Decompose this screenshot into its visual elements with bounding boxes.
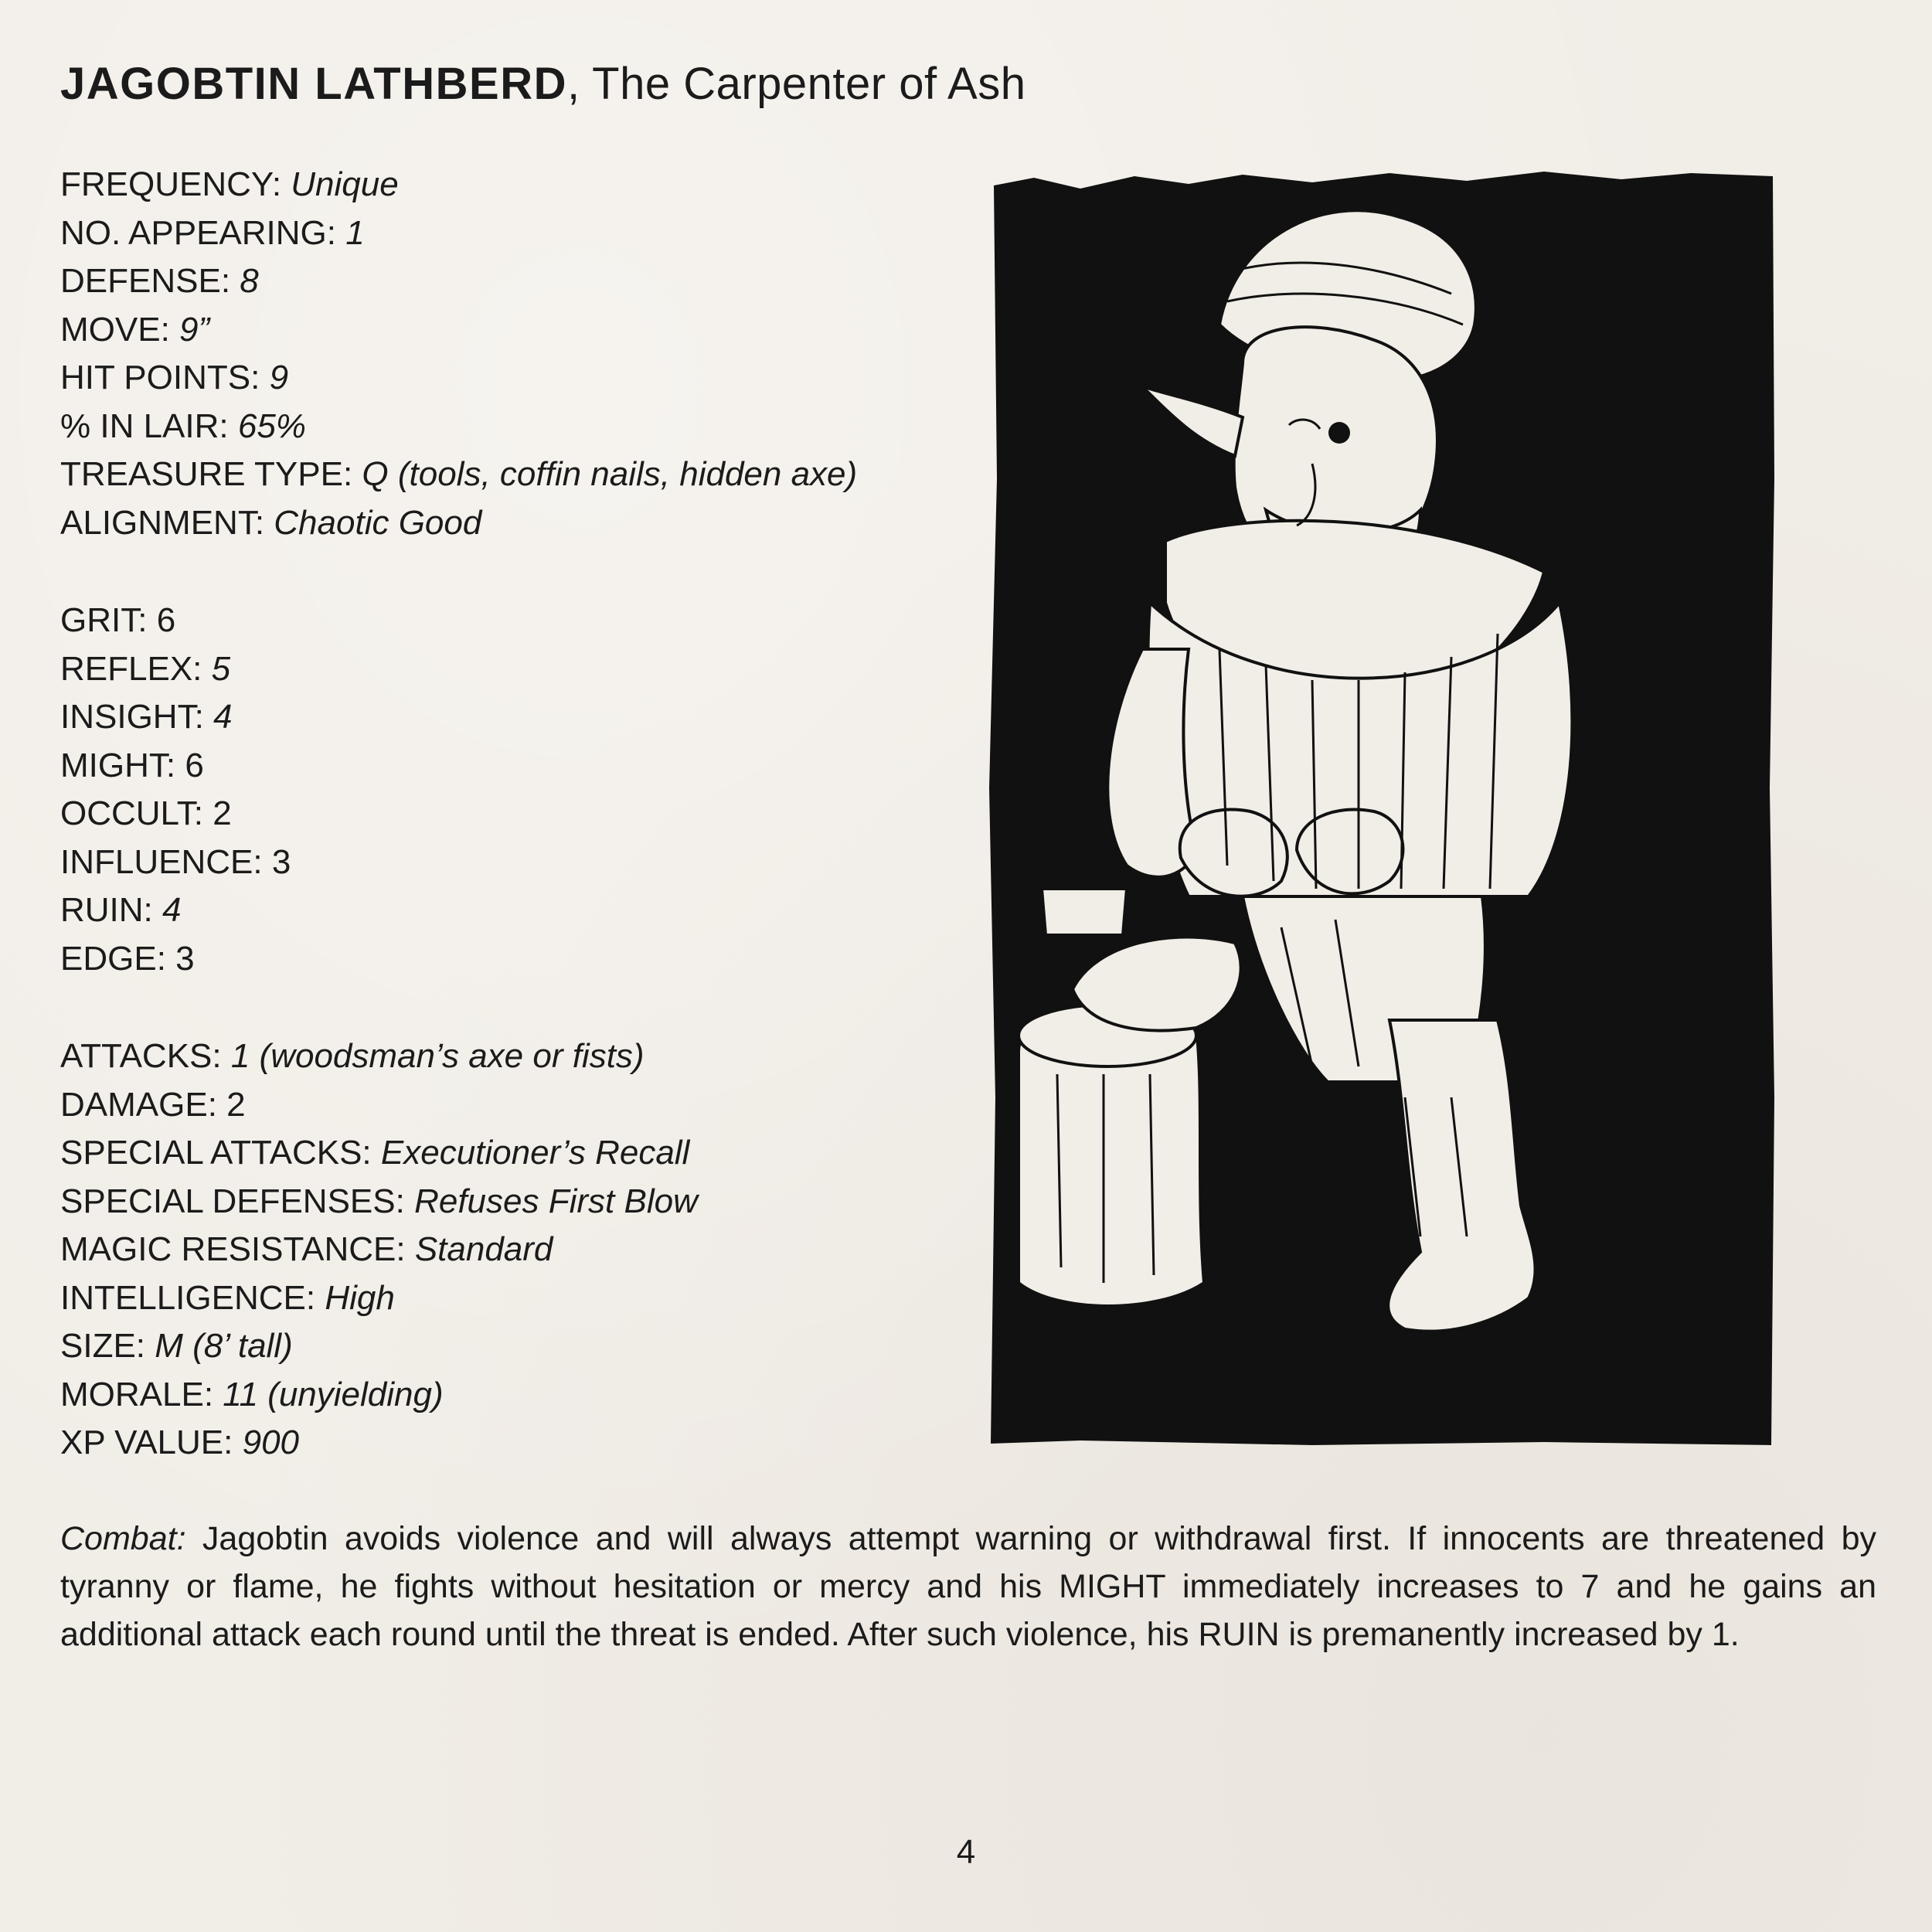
stat-alignment: ALIGNMENT: Chaotic Good <box>60 503 482 542</box>
stat-might: MIGHT: 6 <box>60 746 204 784</box>
stat-no-appearing: NO. APPEARING: 1 <box>60 213 365 252</box>
stat-size: SIZE: M (8’ tall) <box>60 1327 293 1365</box>
creature-illustration <box>988 170 1776 1447</box>
stat-treasure-type: TREASURE TYPE: Q (tools, coffin nails, hidden axe) <box>60 455 858 493</box>
creature-name: JAGOBTIN LATHBERD <box>60 59 567 109</box>
stat-hit-points: HIT POINTS: 9 <box>60 359 289 396</box>
eye-icon <box>1328 422 1350 444</box>
stat-insight: INSIGHT: 4 <box>60 698 233 736</box>
stat-xp-value: XP VALUE: 900 <box>60 1423 300 1461</box>
stat-intelligence: INTELLIGENCE: High <box>60 1278 395 1317</box>
stat-reflex: REFLEX: 5 <box>60 649 231 688</box>
stat-block-general <box>60 161 957 547</box>
stat-influence: INFLUENCE: 3 <box>60 842 291 881</box>
combat-text: Jagobtin avoids violence and will always attempt warning or withdrawal first. If innocents are threatened by tyranny or flame, he fights without hesitation or mercy and his MIGHT immediately increases to 7 and he gains an additional attack each round until the threat is ended. After such violence, his RUIN is premanently increased by 1. <box>60 1520 1876 1653</box>
stat-attacks: ATTACKS: 1 (woodsman’s axe or fists) <box>60 1037 645 1075</box>
stat-block-attributes <box>60 597 957 983</box>
stat-grit: GRIT: 6 <box>60 601 176 639</box>
page-title <box>60 49 1026 119</box>
stat-special-defenses: SPECIAL DEFENSES: Refuses First Blow <box>60 1182 698 1220</box>
stat-defense: DEFENSE: 8 <box>60 262 259 300</box>
stat-ruin: RUIN: 4 <box>60 891 182 929</box>
stat-in-lair: % IN LAIR: 65% <box>60 406 306 445</box>
stat-magic-resistance: MAGIC RESISTANCE: Standard <box>60 1230 553 1268</box>
stat-special-attacks: SPECIAL ATTACKS: Executioner’s Recall <box>60 1134 690 1172</box>
page-number: 4 <box>956 1833 976 1871</box>
stat-edge: EDGE: 3 <box>60 939 195 978</box>
combat-label: Combat: <box>60 1520 186 1557</box>
stat-frequency: FREQUENCY: Unique <box>60 165 399 203</box>
stat-damage: DAMAGE: 2 <box>60 1085 246 1124</box>
creature-epithet: , The Carpenter of Ash <box>566 59 1026 109</box>
stat-occult: OCCULT: 2 <box>60 794 232 832</box>
stat-move: MOVE: 9” <box>60 310 210 349</box>
stat-block-combat <box>60 1032 957 1468</box>
woodcut-illustration <box>988 170 1776 1447</box>
stat-morale: MORALE: 11 (unyielding) <box>60 1375 444 1413</box>
combat-paragraph <box>60 1515 1876 1658</box>
